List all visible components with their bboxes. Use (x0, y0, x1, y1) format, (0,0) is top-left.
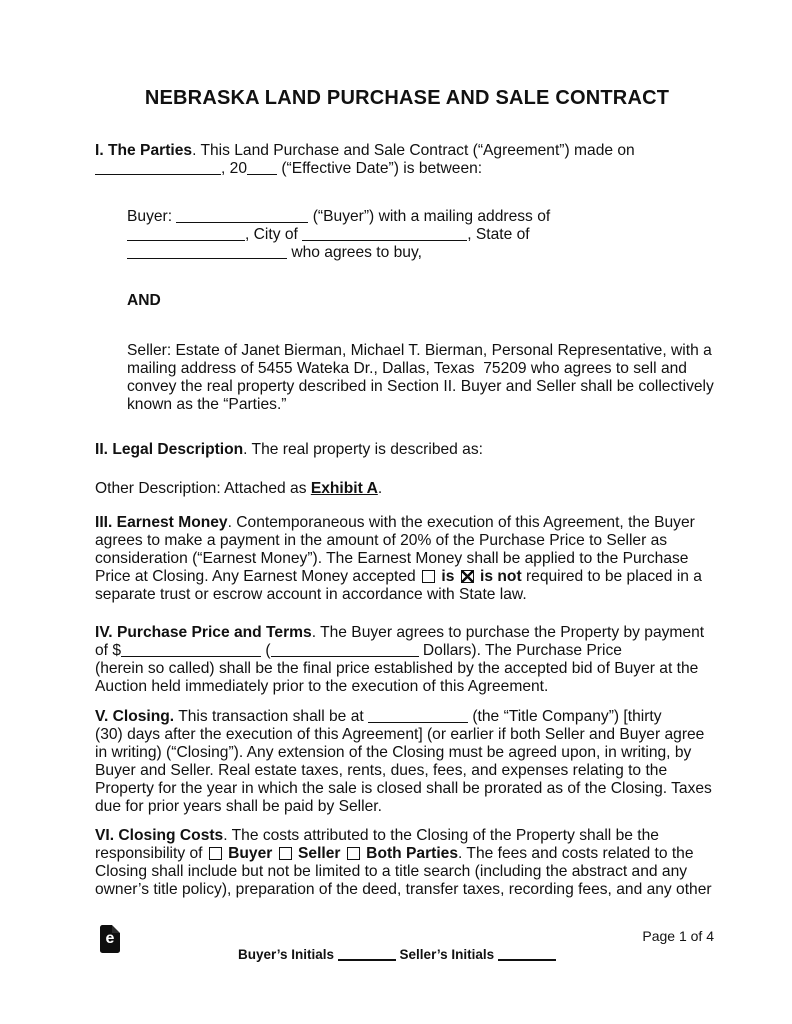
seller-block (127, 342, 719, 414)
and-separator (127, 292, 719, 310)
text-run: (30) days after the execution of this Agreement] (or earlier if both Seller and Buyer agree (95, 726, 705, 743)
doc-line (95, 678, 719, 696)
text-run: Dollars). The Purchase Price (418, 642, 622, 659)
text-run: VI. Closing Costs (95, 827, 224, 844)
text-run: , 20 (221, 160, 248, 177)
doc-line (95, 642, 719, 660)
text-run: Buyer’s Initials (238, 947, 338, 962)
text-run: (“Effective Date”) is between: (277, 160, 483, 177)
text-run: Property for the year in which the sale is closed shall be prorated as of the Closing. Taxes (95, 780, 712, 797)
text-run: Seller’s Initials (395, 947, 498, 962)
text-run: . The Buyer agrees to purchase the Property by payment (311, 624, 705, 641)
agreement-year-field[interactable] (247, 161, 277, 175)
text-run: ( (261, 642, 271, 659)
closing-costs-both-parties-checkbox[interactable] (347, 847, 360, 860)
text-run: (the “Title Company”) [thirty (468, 708, 662, 725)
page-number: Page 1 of 4 (642, 928, 714, 944)
doc-line (127, 292, 719, 310)
sellers-initials-field[interactable] (498, 948, 556, 961)
text-run: known as the “Parties.” (127, 396, 287, 413)
text-run: AND (127, 292, 161, 309)
text-run: Buyer and Seller. Real estate taxes, rents, dues, fees, and expenses relating to the (95, 762, 668, 779)
section-2-legal-description (95, 441, 719, 459)
purchase-price-words-field[interactable] (271, 643, 419, 657)
doc-line (95, 881, 719, 899)
text-run: owner’s title policy), preparation of the deed, transfer taxes, recording fees, and any other (95, 881, 712, 898)
buyer-state-field[interactable] (127, 245, 287, 259)
text-run: consideration (“Earnest Money”). The Earnest Money shall be applied to the Purchase (95, 550, 689, 567)
buyer-block (127, 208, 719, 262)
text-run: of $ (95, 642, 122, 659)
text-run: This transaction shall be at (174, 708, 369, 725)
document-title: NEBRASKA LAND PURCHASE AND SALE CONTRACT (144, 87, 670, 109)
text-run: due for prior years shall be paid by Seller. (95, 798, 382, 815)
doc-line (95, 726, 719, 744)
doc-line (127, 208, 719, 226)
initials-line (238, 947, 556, 962)
text-run: mailing address of 5455 Wateka Dr., Dallas, Texas 75209 who agrees to sell and (127, 360, 687, 377)
text-run: . This Land Purchase and Sale Contract (“Agreement”) made on (192, 142, 635, 159)
doc-line (95, 624, 719, 642)
buyers-initials-field[interactable] (338, 948, 396, 961)
text-run: . The fees and costs related to the (458, 845, 694, 862)
closing-costs-seller-checkbox[interactable] (279, 847, 292, 860)
section-6-closing-costs (95, 827, 719, 899)
section-3-earnest-money (95, 514, 719, 604)
doc-line (95, 568, 719, 586)
earnest-money-is-not-checkbox[interactable] (461, 570, 474, 583)
text-run: , State of (467, 226, 530, 243)
eforms-logo-icon (100, 925, 120, 953)
text-run: Price at Closing. Any Earnest Money accepted (95, 568, 421, 585)
doc-line (95, 827, 719, 845)
text-run: Auction held immediately prior to the execution of this Agreement. (95, 678, 549, 695)
logo-letter: e (105, 930, 115, 947)
text-run: , City of (245, 226, 303, 243)
document-body (95, 142, 719, 899)
text-run: . The costs attributed to the Closing of the Property shall be the (223, 827, 659, 844)
doc-line (95, 744, 719, 762)
doc-line (95, 660, 719, 678)
text-run: V. Closing. (95, 708, 175, 725)
buyer-city-field[interactable] (302, 227, 467, 241)
doc-line (95, 160, 719, 178)
text-run: Seller (293, 845, 345, 862)
text-run: I. The Parties (95, 142, 193, 159)
doc-line (95, 762, 719, 780)
doc-line (95, 514, 719, 532)
text-run: . The real property is described as: (243, 441, 483, 458)
text-run: agrees to make a payment in the amount of 20% of the Purchase Price to Seller as (95, 532, 668, 549)
doc-line (127, 360, 719, 378)
text-run: Both Parties (361, 845, 459, 862)
text-run: convey the real property described in Section II. Buyer and Seller shall be collectively (127, 378, 714, 395)
doc-line (127, 378, 719, 396)
buyer-address-field[interactable] (127, 227, 245, 241)
text-run: in writing) (“Closing”). Any extension of the Closing must be agreed upon, in writing, by (95, 744, 692, 761)
text-run: Buyer (223, 845, 277, 862)
text-run: III. Earnest Money (95, 514, 228, 531)
text-run: IV. Purchase Price and Terms (95, 624, 312, 641)
text-run: (herein so called) shall be the final price established by the accepted bid of Buyer at the (95, 660, 699, 677)
other-description-line (95, 480, 719, 498)
text-run: responsibility of (95, 845, 207, 862)
text-run: . Contemporaneous with the execution of this Agreement, the Buyer (227, 514, 695, 531)
buyer-name-field[interactable] (176, 209, 308, 223)
section-1-the-parties (95, 142, 719, 178)
doc-line (95, 845, 719, 863)
doc-line (95, 586, 719, 604)
section-4-purchase-price-and-terms (95, 624, 719, 696)
doc-line (95, 142, 719, 160)
text-run: Seller: Estate of Janet Bierman, Michael T. Bierman, Personal Representative, with a (127, 342, 712, 359)
agreement-date-field[interactable] (95, 161, 221, 175)
text-run: is not (475, 568, 522, 585)
document-content (95, 86, 719, 899)
doc-line (127, 244, 719, 262)
text-run: Closing shall include but not be limited to a title search (including the abstract and any (95, 863, 688, 880)
doc-line (95, 532, 719, 550)
page-footer (0, 922, 792, 992)
title-company-field[interactable] (368, 709, 468, 723)
doc-line (95, 441, 719, 459)
text-run: Buyer: (127, 208, 177, 225)
doc-line (127, 396, 719, 414)
doc-line (95, 550, 719, 568)
earnest-money-is-checkbox[interactable] (422, 570, 435, 583)
exhibit-a-reference: Exhibit A (310, 480, 378, 497)
doc-line (127, 226, 719, 244)
text-run: (“Buyer”) with a mailing address of (308, 208, 551, 225)
doc-line (95, 480, 719, 498)
doc-line (95, 863, 719, 881)
purchase-price-amount-field[interactable] (121, 643, 261, 657)
closing-costs-buyer-checkbox[interactable] (209, 847, 222, 860)
text-run: who agrees to buy, (287, 244, 422, 261)
doc-line (127, 342, 719, 360)
text-run: II. Legal Description (95, 441, 244, 458)
doc-line (95, 798, 719, 816)
text-run: required to be placed in a (521, 568, 702, 585)
text-run: . (377, 480, 383, 497)
section-5-closing (95, 708, 719, 816)
text-run: Other Description: Attached as (95, 480, 311, 497)
doc-line (95, 780, 719, 798)
text-run: separate trust or escrow account in accordance with State law. (95, 586, 527, 603)
text-run: is (437, 568, 459, 585)
doc-line (95, 708, 719, 726)
